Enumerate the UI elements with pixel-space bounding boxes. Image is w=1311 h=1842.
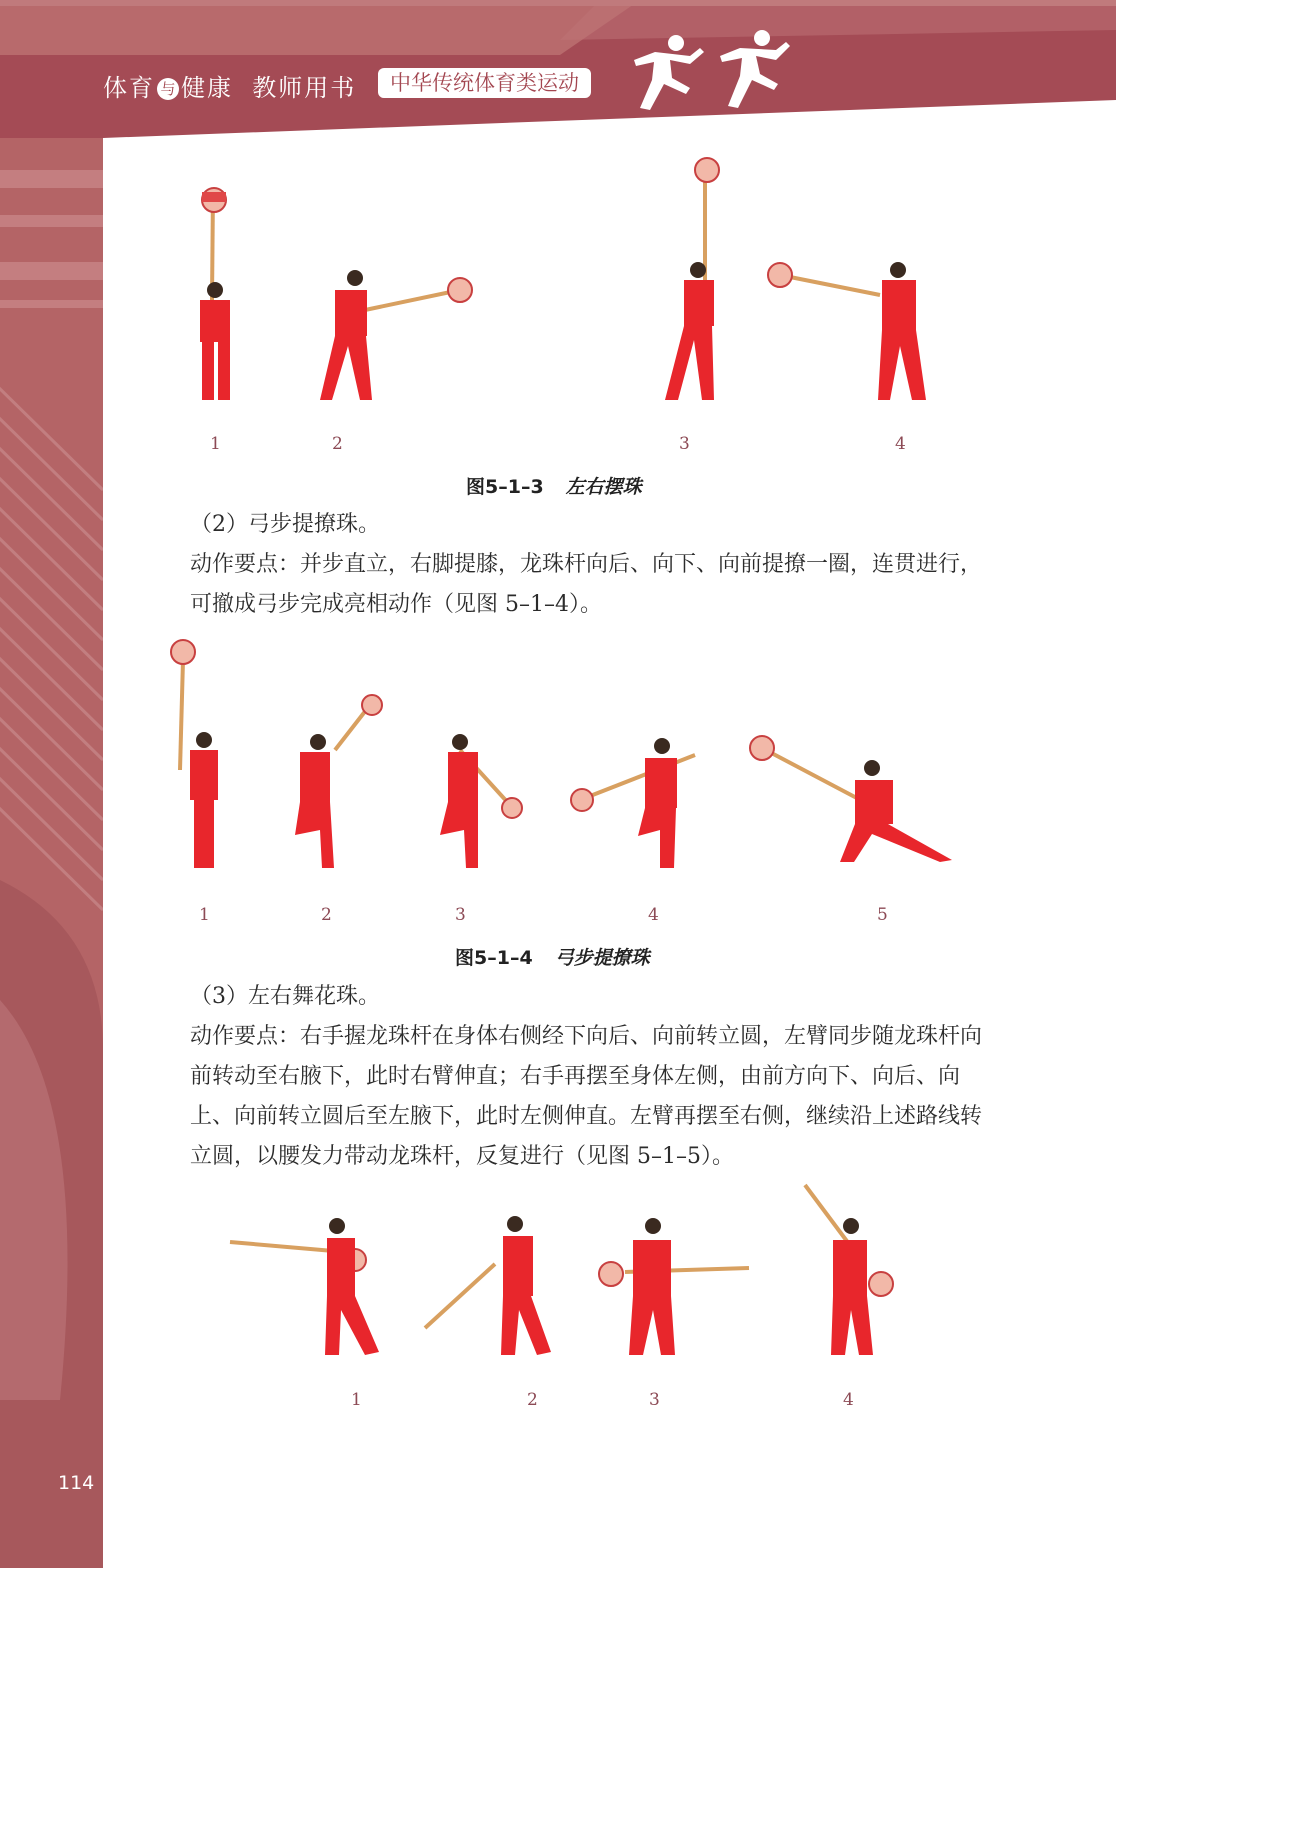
fig1-pose3 <box>665 158 719 400</box>
figure-caption-5-1-3 <box>466 472 642 499</box>
fig2-pose4 <box>571 738 695 868</box>
figure-caption-5-1-4 <box>455 943 650 970</box>
figure-label: 2 <box>332 434 343 454</box>
figure-5-1-4-photos <box>160 630 960 890</box>
band-stripes <box>0 0 103 1568</box>
fig1-pose2 <box>320 270 472 400</box>
section-2 <box>140 505 990 625</box>
fig1-pose4 <box>768 262 926 400</box>
section-body: 动作要点：右手握龙珠杆在身体右侧经下向后、向前转立圆，左臂同步随龙珠杆向前转动至右腋下，此时右臂伸直；右手再摆至身体左侧，由前方向下、向后、向上、向前转立圆后至左腋下，此时左侧伸直。左臂再摆至右侧，继续沿上述路线转立圆，以腰发力带动龙珠杆，反复进行（见图 5–1–5）。 <box>190 1024 983 1169</box>
figure-label: 4 <box>843 1390 854 1410</box>
fig2-pose1 <box>171 640 218 868</box>
left-decorative-band <box>0 0 103 1568</box>
caption-title: 左右摆珠 <box>565 476 642 498</box>
book-title-part1: 体育 <box>103 74 155 102</box>
book-title-part2: 健康 <box>181 74 233 102</box>
section-3 <box>140 977 990 1177</box>
figure-label: 2 <box>321 905 332 925</box>
figure-label: 4 <box>895 434 906 454</box>
section-body: 动作要点：并步直立，右脚提膝，龙珠杆向后、向下、向前提撩一圈，连贯进行，可撤成弓步完成亮相动作（见图 5–1–4）。 <box>190 552 983 617</box>
figure-label: 5 <box>877 905 888 925</box>
fig2-pose2 <box>295 695 382 868</box>
figure-label: 1 <box>351 1390 362 1410</box>
fig1-pose1 <box>200 188 230 400</box>
book-title-part3: 教师用书 <box>252 74 357 102</box>
book-title-yu-badge: 与 <box>157 78 179 100</box>
figure-label: 1 <box>199 905 210 925</box>
page-number: 114 <box>58 1472 95 1494</box>
fig2-pose5 <box>750 736 952 862</box>
figure-5-1-3-photos <box>160 150 960 420</box>
fig2-pose3 <box>440 734 522 868</box>
caption-number: 图5–1–3 <box>466 476 544 498</box>
figure-5-1-5-photos <box>225 1180 905 1370</box>
section-heading: （3）左右舞花珠。 <box>190 984 380 1009</box>
fig3-pose3 <box>599 1218 749 1355</box>
section-tag: 中华传统体育类运动 <box>378 68 591 98</box>
caption-number: 图5–1–4 <box>455 947 533 969</box>
fig3-pose4 <box>805 1185 893 1355</box>
figure-label: 4 <box>648 905 659 925</box>
figure-label: 3 <box>649 1390 660 1410</box>
fig3-pose1 <box>230 1218 379 1355</box>
figure-label: 3 <box>679 434 690 454</box>
section-heading: （2）弓步提撩珠。 <box>190 512 380 537</box>
figure-label: 3 <box>455 905 466 925</box>
fig3-pose2 <box>425 1216 551 1355</box>
caption-title: 弓步提撩珠 <box>554 947 650 969</box>
book-title <box>103 68 356 103</box>
figure-label: 2 <box>527 1390 538 1410</box>
figure-label: 1 <box>210 434 221 454</box>
